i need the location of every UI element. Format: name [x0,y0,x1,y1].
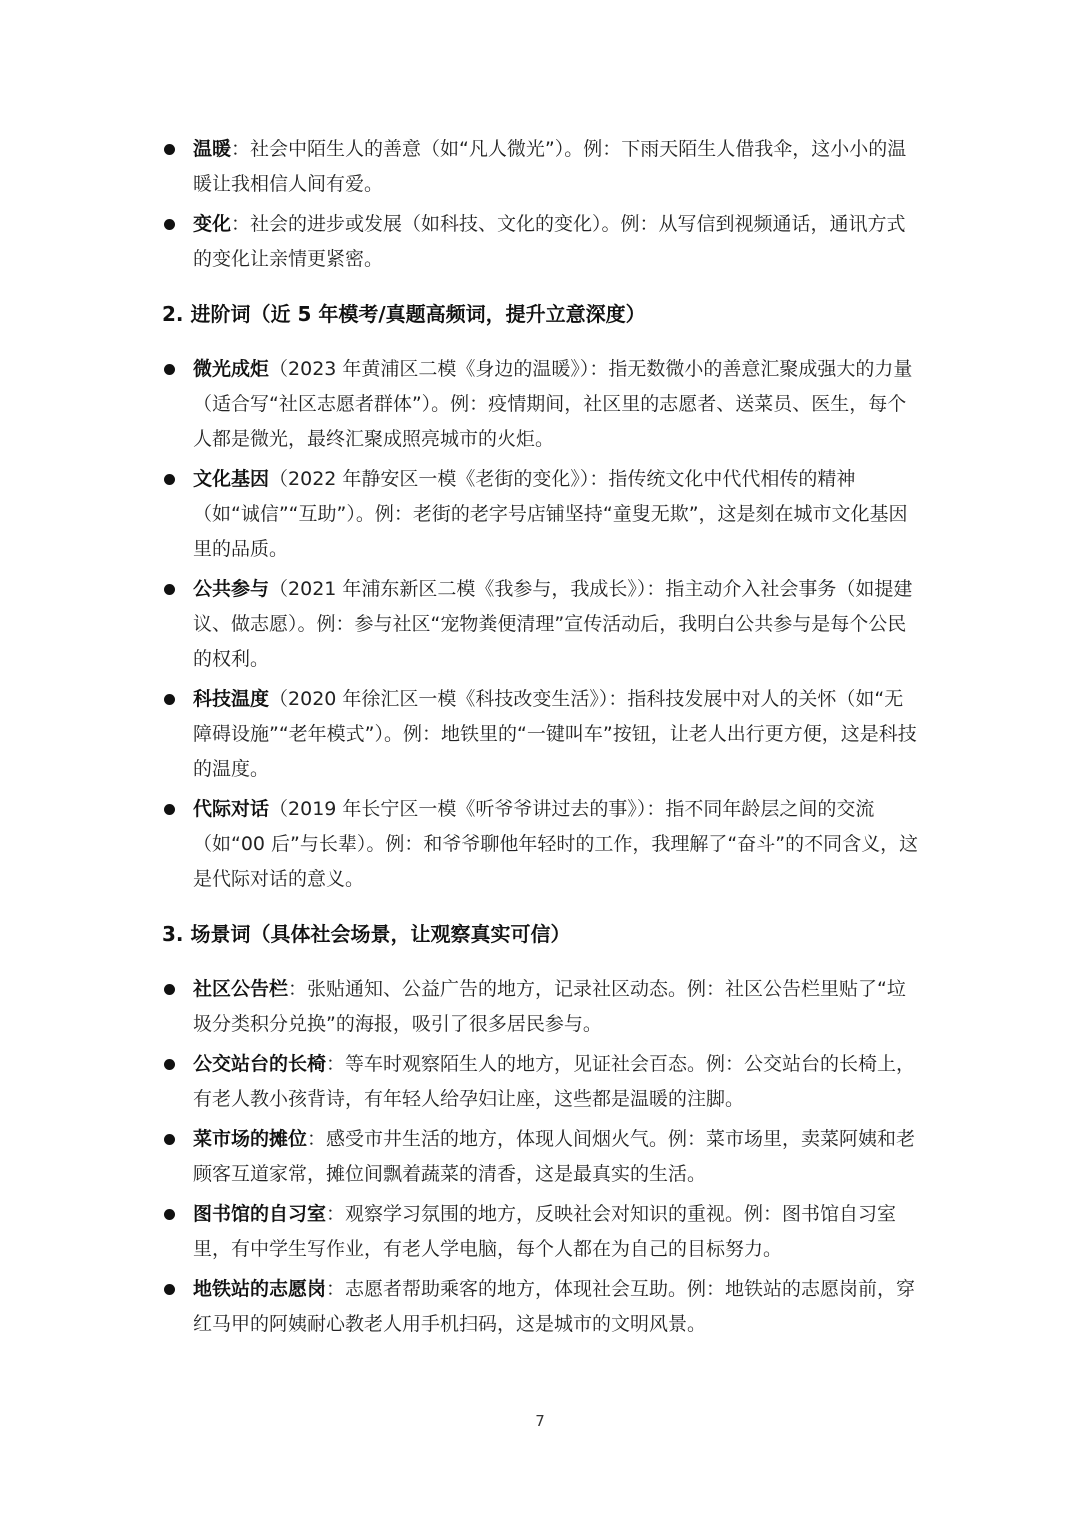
list-item [162,462,922,567]
term-description: ：社会的进步或发展（如科技、文化的变化）。例：从写信到视频通话，通讯方式的变化让亲情更紧密。 [193,213,906,270]
term-description: ：社会中陌生人的善意（如“凡人微光”）。例：下雨天陌生人借我伞，这小小的温暖让我相信人间有爱。 [193,138,907,195]
scene-terms-list [162,972,922,1342]
bullet-icon [164,474,175,485]
term-description: ：张贴通知、公益广告的地方，记录社区动态。例：社区公告栏里贴了“垃圾分类积分兑换”的海报，吸引了很多居民参与。 [193,978,906,1035]
term-description: （2023 年黄浦区二模《身边的温暖》）：指无数微小的善意汇聚成强大的力量（适合写“社区志愿者群体”）。例：疫情期间，社区里的志愿者、送菜员、医生，每个人都是微光，最终汇聚成照亮城市的火炬。 [193,358,913,450]
term-description: （2019 年长宁区一模《听爷爷讲过去的事》）：指不同年龄层之间的交流（如“00 后”与长辈）。例：和爷爷聊他年轻时的工作，我理解了“奋斗”的不同含义，这是代际对话的意义。 [193,798,919,890]
term-description: ：感受市井生活的地方，体现人间烟火气。例：菜市场里，卖菜阿姨和老顾客互道家常，摊位间飘着蔬菜的清香，这是最真实的生活。 [193,1128,916,1185]
advanced-terms-list [162,352,922,897]
term-description: ：志愿者帮助乘客的地方，体现社会互助。例：地铁站的志愿岗前，穿红马甲的阿姨耐心教老人用手机扫码，这是城市的文明风景。 [193,1278,916,1335]
term-label: 地铁站的志愿岗 [193,1278,327,1300]
term-description: ：等车时观察陌生人的地方，见证社会百态。例：公交站台的长椅上，有老人教小孩背诗，有年轻人给孕妇让座，这些都是温暖的注脚。 [193,1053,916,1110]
term-description: （2020 年徐汇区一模《科技改变生活》）：指科技发展中对人的关怀（如“无障碍设施”“老年模式”）。例：地铁里的“一键叫车”按钮，让老人出行更方便，这是科技的温度。 [193,688,917,780]
bullet-icon [164,1059,175,1070]
term-label: 微光成炬 [193,358,270,380]
section-heading-advanced: 2. 进阶词（近 5 年模考/真题高频词，提升立意深度） [162,302,646,326]
term-label: 社区公告栏 [193,978,289,1000]
term-label: 公交站台的长椅 [193,1053,327,1075]
list-item [162,1047,922,1117]
bullet-icon [164,1209,175,1220]
bullet-icon [164,1134,175,1145]
list-item [162,1272,922,1342]
section-heading-scene: 3. 场景词（具体社会场景，让观察真实可信） [162,922,571,946]
list-item [162,682,922,787]
term-description: （2021 年浦东新区二模《我参与，我成长》）：指主动介入社会事务（如提建议、做志愿）。例：参与社区“宠物粪便清理”宣传活动后，我明白公共参与是每个公民的权利。 [193,578,913,670]
term-description: （2022 年静安区一模《老街的变化》）：指传统文化中代代相传的精神（如“诚信”“互助”）。例：老街的老字号店铺坚持“童叟无欺”，这是刻在城市文化基因里的品质。 [193,468,908,560]
bullet-icon [164,804,175,815]
term-label: 代际对话 [193,798,270,820]
list-item [162,207,922,277]
list-item [162,1122,922,1192]
page-content [162,132,922,1347]
bullet-icon [164,144,175,155]
list-item [162,352,922,457]
list-item [162,132,922,202]
term-label: 变化 [193,213,232,235]
bullet-icon [164,219,175,230]
term-label: 科技温度 [193,688,270,710]
list-item [162,792,922,897]
bullet-icon [164,984,175,995]
bullet-icon [164,584,175,595]
term-label: 公共参与 [193,578,270,600]
term-label: 温暖 [193,138,232,160]
bullet-icon [164,1284,175,1295]
list-item [162,1197,922,1267]
bullet-icon [164,364,175,375]
bullet-icon [164,694,175,705]
term-label: 菜市场的摊位 [193,1128,308,1150]
term-description: ：观察学习氛围的地方，反映社会对知识的重视。例：图书馆自习室里，有中学生写作业，有老人学电脑，每个人都在为自己的目标努力。 [193,1203,897,1260]
list-item [162,972,922,1042]
basic-terms-list [162,132,922,277]
term-label: 文化基因 [193,468,270,490]
list-item [162,572,922,677]
term-label: 图书馆的自习室 [193,1203,327,1225]
page-number: 7 [535,1412,545,1430]
